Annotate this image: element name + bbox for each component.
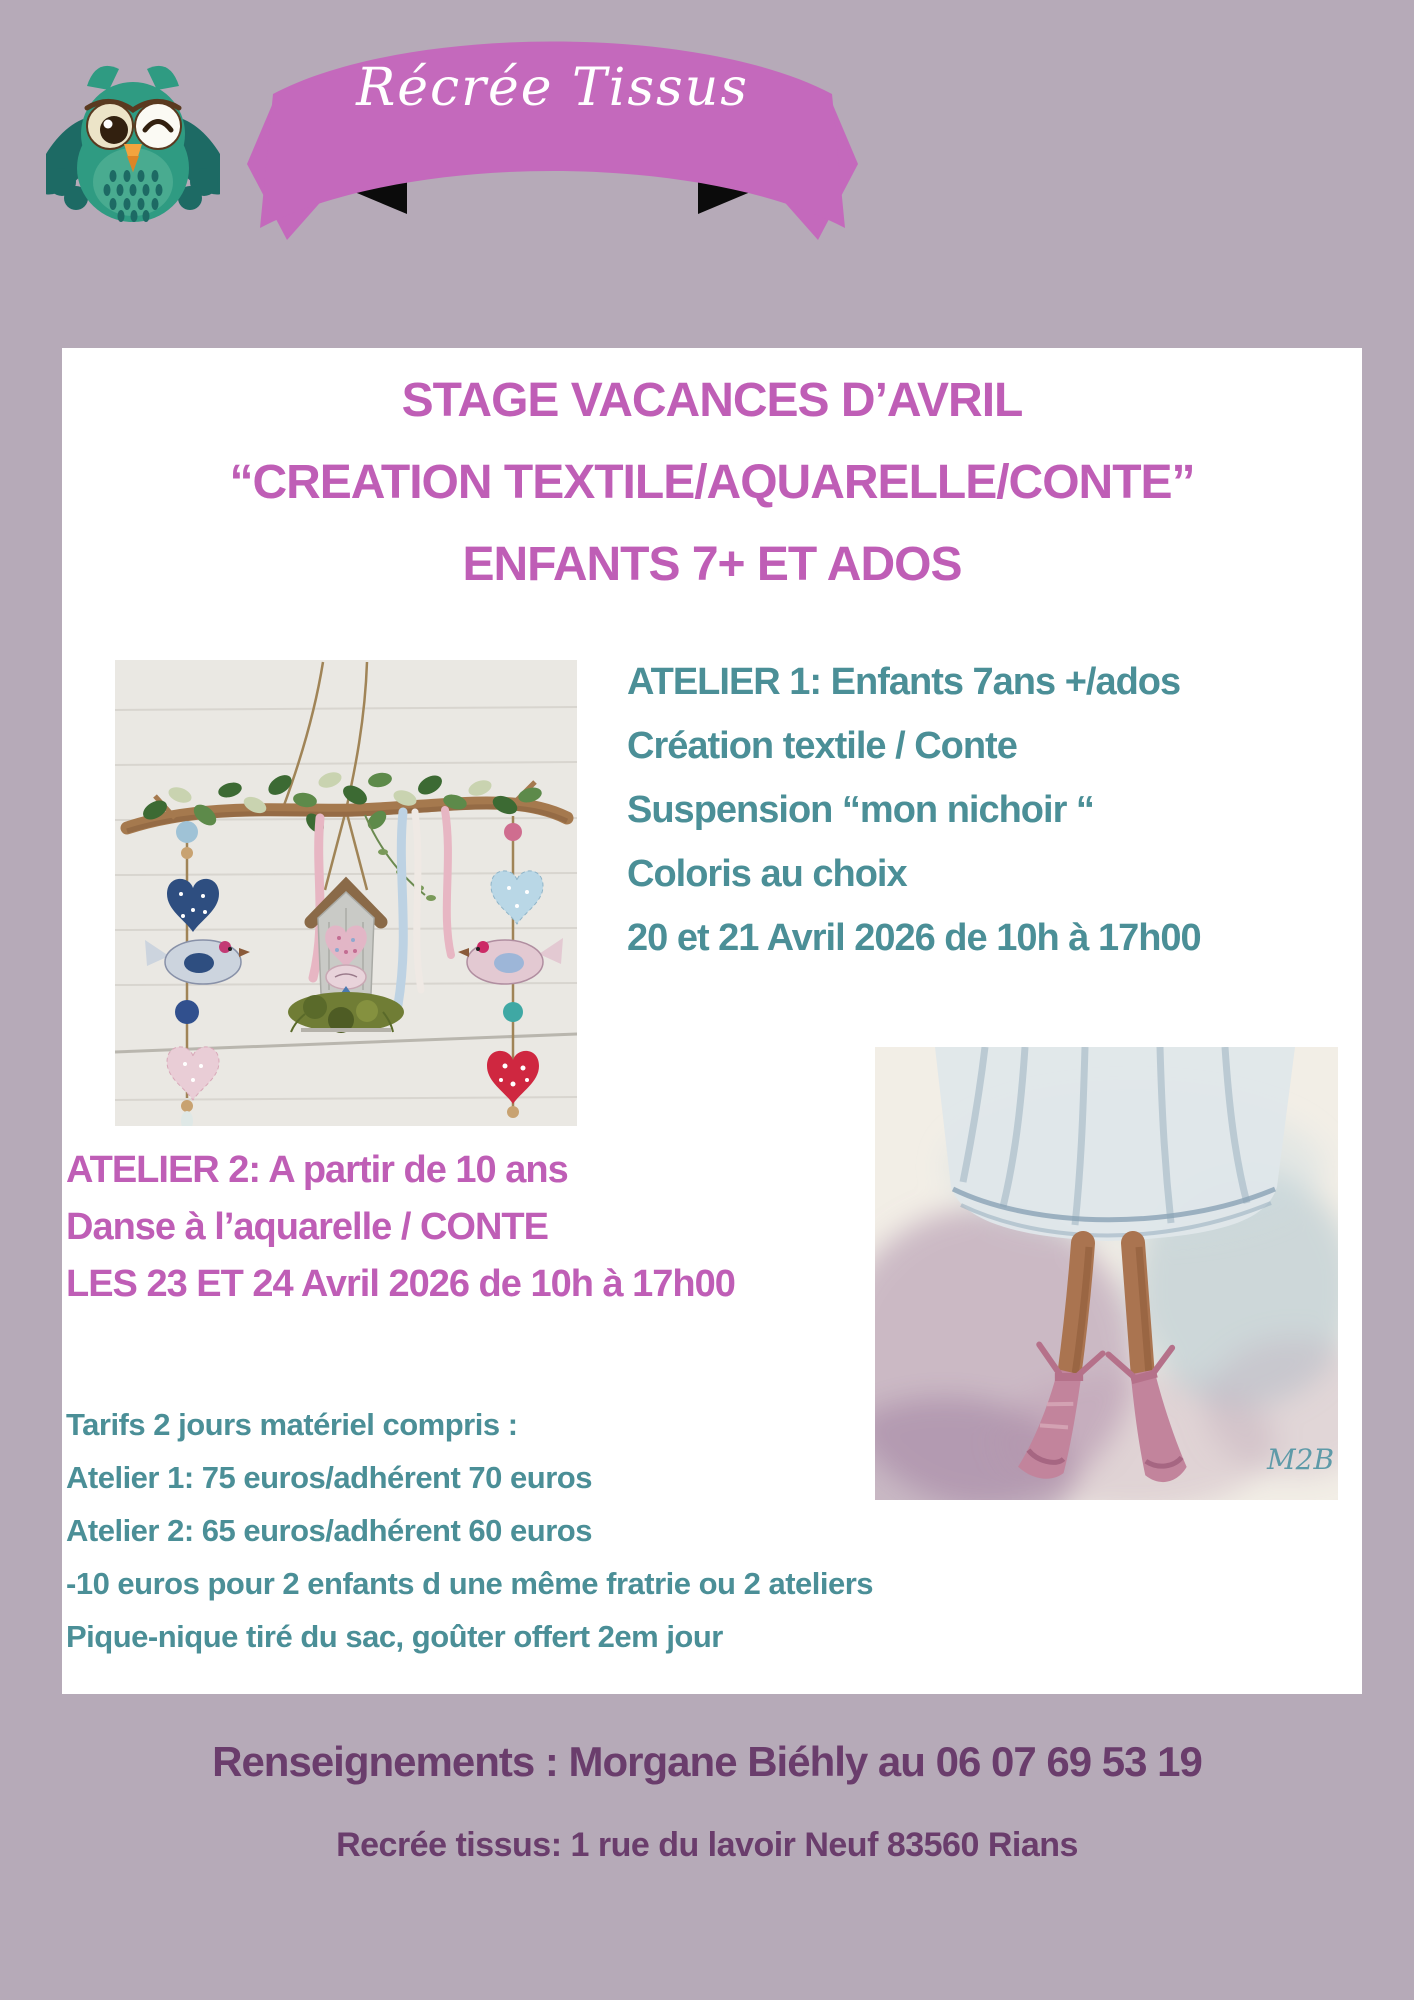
tarifs-line-2: Atelier 1: 75 euros/adhérent 70 euros [66, 1460, 592, 1495]
atelier2-line-1: ATELIER 2: A partir de 10 ans [66, 1149, 568, 1191]
title-line-2: “CREATION TEXTILE/AQUARELLE/CONTE” [229, 456, 1195, 509]
atelier1-line-4: Coloris au choix [627, 853, 907, 895]
page-title [62, 360, 1362, 606]
atelier2-line-2: Danse à l’aquarelle / CONTE [66, 1206, 548, 1248]
suspension-nichoir-photo [115, 660, 577, 1126]
tarifs-line-1: Tarifs 2 jours matériel compris : [66, 1407, 518, 1442]
ballet-skirt [935, 1047, 1295, 1241]
owl-eye-open [87, 103, 133, 149]
artist-signature: M2B [1267, 1443, 1335, 1476]
title-line-1: STAGE VACANCES D’AVRIL [401, 374, 1023, 427]
atelier1-details [627, 650, 1367, 970]
atelier1-line-5: 20 et 21 Avril 2026 de 10h à 17h00 [627, 917, 1201, 959]
atelier1-line-1: ATELIER 1: Enfants 7ans +/ados [627, 661, 1181, 703]
tarifs-line-5: Pique-nique tiré du sac, goûter offert 2em jour [66, 1619, 723, 1654]
owl-eye-wink [135, 103, 181, 149]
tarifs-line-4: -10 euros pour 2 enfants d une même fratrie ou 2 ateliers [66, 1566, 874, 1601]
atelier2-details [66, 1142, 926, 1313]
title-line-3: ENFANTS 7+ ET ADOS [462, 538, 962, 591]
address-info: Recrée tissus: 1 rue du lavoir Neuf 83560 Rians [336, 1826, 1078, 1864]
contact-info: Renseignements : Morgane Biéhly au 06 07 69 53 19 [212, 1738, 1202, 1785]
tarifs-details [66, 1398, 1166, 1663]
atelier1-line-2: Création textile / Conte [627, 725, 1017, 767]
brand-name: Récrée Tissus [356, 58, 749, 118]
winking-owl-mascot-icon [46, 54, 220, 226]
atelier2-line-3: LES 23 ET 24 Avril 2026 de 10h à 17h00 [66, 1263, 735, 1305]
tarifs-line-3: Atelier 2: 65 euros/adhérent 60 euros [66, 1513, 592, 1548]
atelier1-line-3: Suspension “mon nichoir “ [627, 789, 1094, 831]
